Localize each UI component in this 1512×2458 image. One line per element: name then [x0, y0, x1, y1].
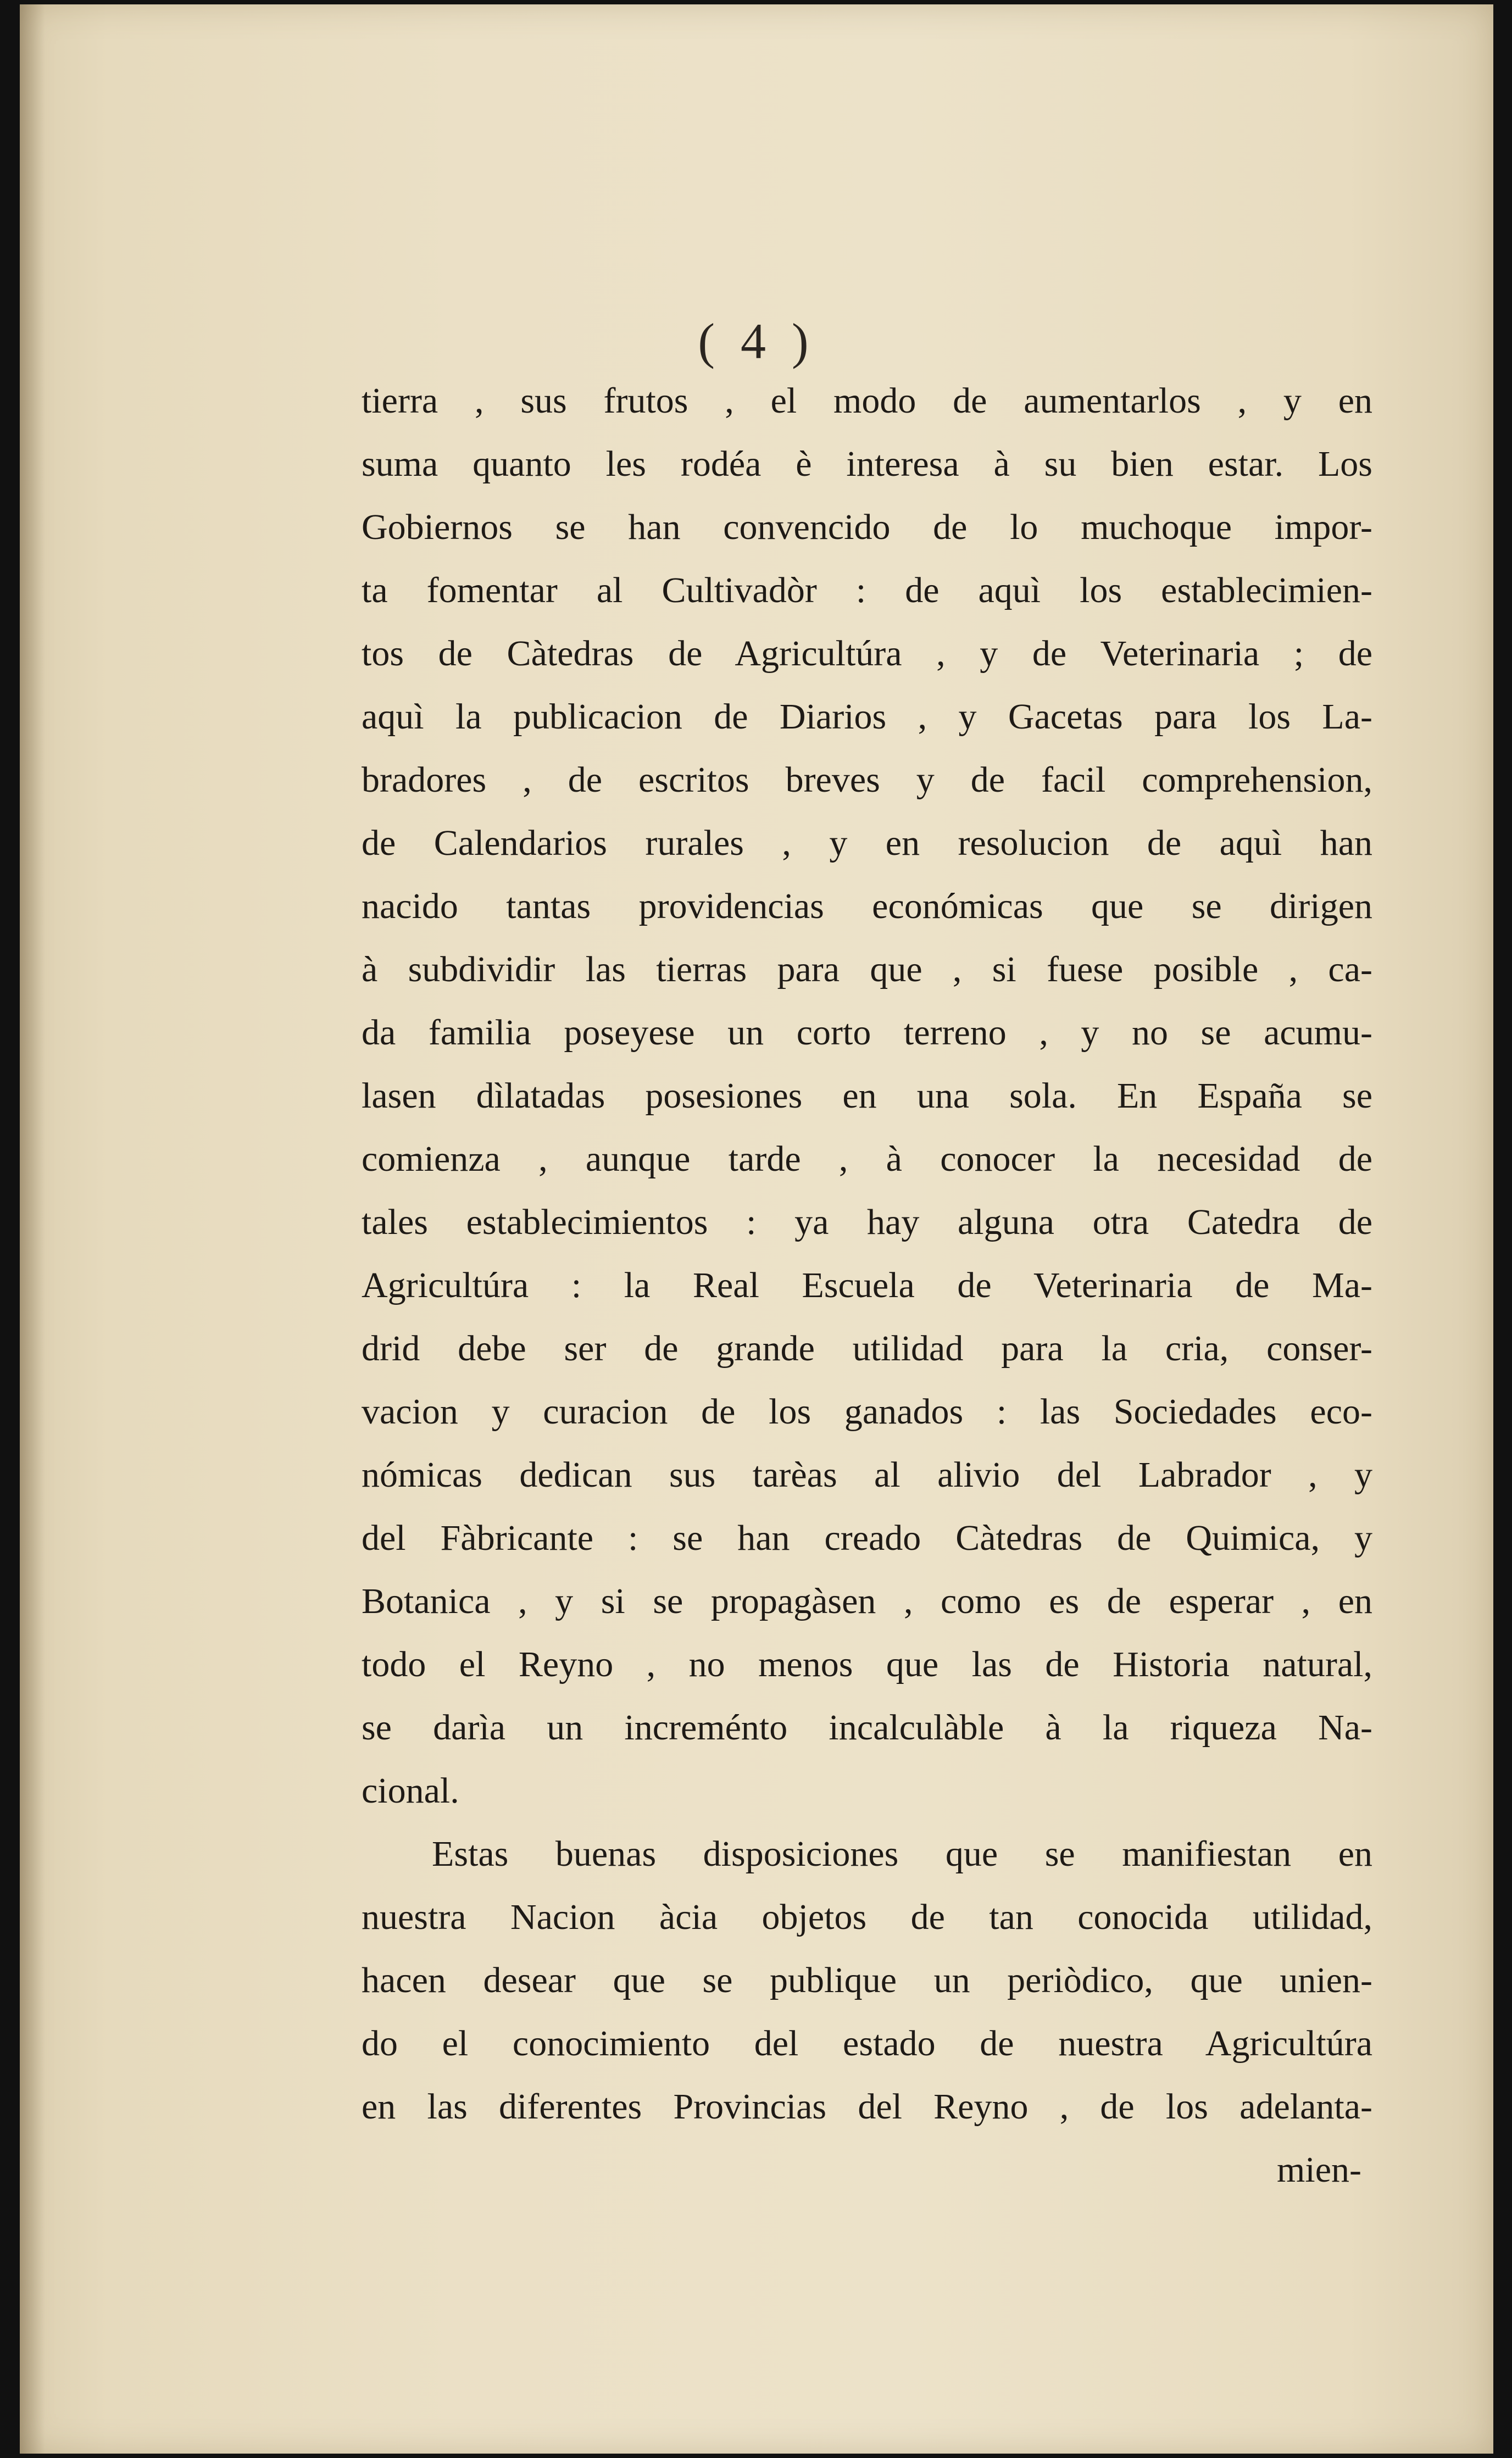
- text-line: tales establecimientos : ya hay alguna otra Catedra de: [362, 1202, 1372, 1242]
- text-line: suma quanto les rodéa è interesa à su bien estar. Los: [362, 444, 1372, 484]
- text-line: bradores , de escritos breves y de facil comprehension,: [362, 760, 1372, 800]
- text-line: Gobiernos se han convencido de lo muchoque impor-: [362, 507, 1372, 547]
- text-line: nacido tantas providencias económicas que se dirigen: [362, 886, 1372, 926]
- text-line: comienza , aunque tarde , à conocer la necesidad de: [362, 1139, 1372, 1179]
- text-line: tierra , sus frutos , el modo de aumentarlos , y en: [362, 381, 1372, 421]
- book-page: [20, 4, 1493, 2454]
- body-text: [362, 369, 1372, 2201]
- text-line: del Fàbricante : se han creado Càtedras de Quimica, y: [362, 1518, 1372, 1558]
- text-line: da familia poseyese un corto terreno , y no se acumu-: [362, 1013, 1372, 1053]
- text-line: vacion y curacion de los ganados : las Sociedades eco-: [362, 1392, 1372, 1432]
- text-line: tos de Càtedras de Agricultúra , y de Veterinaria ; de: [362, 633, 1372, 674]
- page-fold-shadow: [20, 4, 45, 2454]
- text-line: lasen dìlatadas posesiones en una sola. En España se: [362, 1076, 1372, 1116]
- text-line: Agricultúra : la Real Escuela de Veterinaria de Ma-: [362, 1265, 1372, 1305]
- page-number: ( 4 ): [698, 313, 815, 369]
- text-line: aquì la publicacion de Diarios , y Gacetas para los La-: [362, 697, 1372, 737]
- text-line: drid debe ser de grande utilidad para la cria, conser-: [362, 1328, 1372, 1369]
- paragraph-start-line: Estas buenas disposiciones que se manifiestan en: [432, 1834, 1372, 1874]
- text-line: en las diferentes Provincias del Reyno , de los adelanta-: [362, 2087, 1372, 2127]
- text-line: todo el Reyno , no menos que las de Historia natural,: [362, 1644, 1372, 1684]
- text-line: Botanica , y si se propagàsen , como es de esperar , en: [362, 1581, 1372, 1621]
- text-line: do el conocimiento del estado de nuestra Agricultúra: [362, 2023, 1372, 2064]
- text-line: hacen desear que se publique un periòdico, que unien-: [362, 1960, 1372, 2000]
- text-line: se darìa un increménto incalculàble à la riqueza Na-: [362, 1708, 1372, 1748]
- paragraph-end-line: cional.: [362, 1771, 459, 1811]
- text-line: à subdividir las tierras para que , si fuese posible , ca-: [362, 949, 1372, 989]
- text-line: de Calendarios rurales , y en resolucion de aquì han: [362, 823, 1372, 863]
- catchword: mien-: [1277, 2150, 1361, 2190]
- text-line: nuestra Nacion àcia objetos de tan conocida utilidad,: [362, 1897, 1372, 1937]
- text-line: nómicas dedican sus tarèas al alivio del Labrador , y: [362, 1455, 1372, 1495]
- text-line: ta fomentar al Cultivadòr : de aquì los establecimien-: [362, 570, 1372, 610]
